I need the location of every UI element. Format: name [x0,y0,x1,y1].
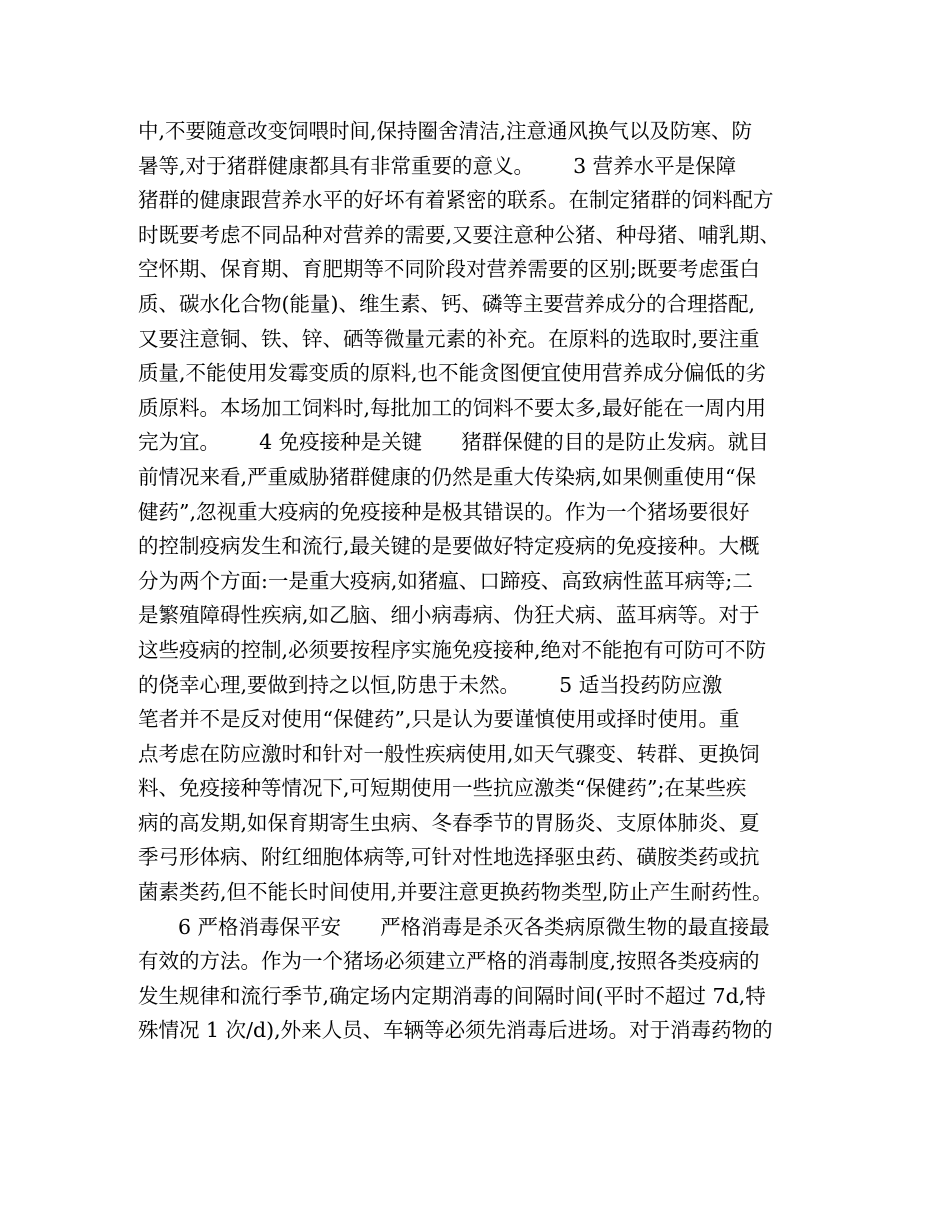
text-line: 料、免疫接种等情况下,可短期使用一些抗应激类“保健药”;在某些疾 [138,776,747,801]
text-line: 的控制疫病发生和流行,最关键的是要做好特定疫病的免疫接种。大概 [138,534,760,559]
text-line: 质、碳水化合物(能量)、维生素、钙、磷等主要营养成分的合理搭配, [138,291,756,316]
text-line: 笔者并不是反对使用“保健药”,只是认为要谨慎使用或择时使用。重 [138,707,740,732]
text-line: 又要注意铜、铁、锌、硒等微量元素的补充。在原料的选取时,要注重 [138,326,760,351]
body-text [138,114,838,1048]
text-line: 季弓形体病、附红细胞体病等,可针对性地选择驱虫药、磺胺类药或抗 [138,845,760,870]
text-line: 的侥幸心理,要做到持之以恒,防患于未然。 5 适当投药防应激 [138,672,723,697]
text-line: 有效的方法。作为一个猪场必须建立严格的消毒制度,按照各类疫病的 [138,949,760,974]
text-line: 前情况来看,严重威胁猪群健康的仍然是重大传染病,如果侧重使用“保 [138,464,757,489]
text-line: 质量,不能使用发霉变质的原料,也不能贪图便宜使用营养成分偏低的劣 [138,361,767,386]
text-line: 殊情况 1 次/d),外来人员、车辆等必须先消毒后进场。对于消毒药物的 [138,1018,773,1043]
text-line: 中,不要随意改变饲喂时间,保持圈舍清洁,注意通风换气以及防寒、防 [138,119,753,143]
text-line: 是繁殖障碍性疾病,如乙脑、细小病毒病、伪狂犬病、蓝耳病等。对于 [138,603,760,628]
text-line: 分为两个方面:一是重大疫病,如猪瘟、口蹄疫、高致病性蓝耳病等;二 [138,568,753,593]
text-line: 猪群的健康跟营养水平的好坏有着紧密的联系。在制定猪群的饲料配方 [138,188,774,213]
text-line: 空怀期、保育期、育肥期等不同阶段对营养需要的区别;既要考虑蛋白 [138,257,760,282]
text-line: 暑等,对于猪群健康都具有非常重要的意义。 3 营养水平是保障 [138,153,737,178]
text-line: 点考虑在防应激时和针对一般性疾病使用,如天气骤变、转群、更换饲 [138,741,760,766]
text-line: 这些疫病的控制,必须要按程序实施免疫接种,绝对不能抱有可防可不防 [138,637,767,662]
text-line: 菌素类药,但不能长时间使用,并要注意更换药物类型,防止产生耐药性。 [138,880,773,905]
text-line: 完为宜。 4 免疫接种是关键 猪群保健的目的是防止发病。就目 [138,430,769,455]
text-line: 健药”,忽视重大疫病的免疫接种是极其错误的。作为一个猪场要很好 [138,499,750,524]
text-line: 病的高发期,如保育期寄生虫病、冬春季节的胃肠炎、支原体肺炎、夏 [138,810,760,835]
text-line: 质原料。本场加工饲料时,每批加工的饲料不要太多,最好能在一周内用 [138,395,767,420]
text-line: 时既要考虑不同品种对营养的需要,又要注意种公猪、种母猪、哺乳期、 [138,222,781,247]
section-heading-line: 6 严格消毒保平安 严格消毒是杀灭各类病原微生物的最直接最 [178,914,770,939]
text-line: 发生规律和流行季节,确定场内定期消毒的间隔时间(平时不超过 7d,特 [138,983,766,1008]
